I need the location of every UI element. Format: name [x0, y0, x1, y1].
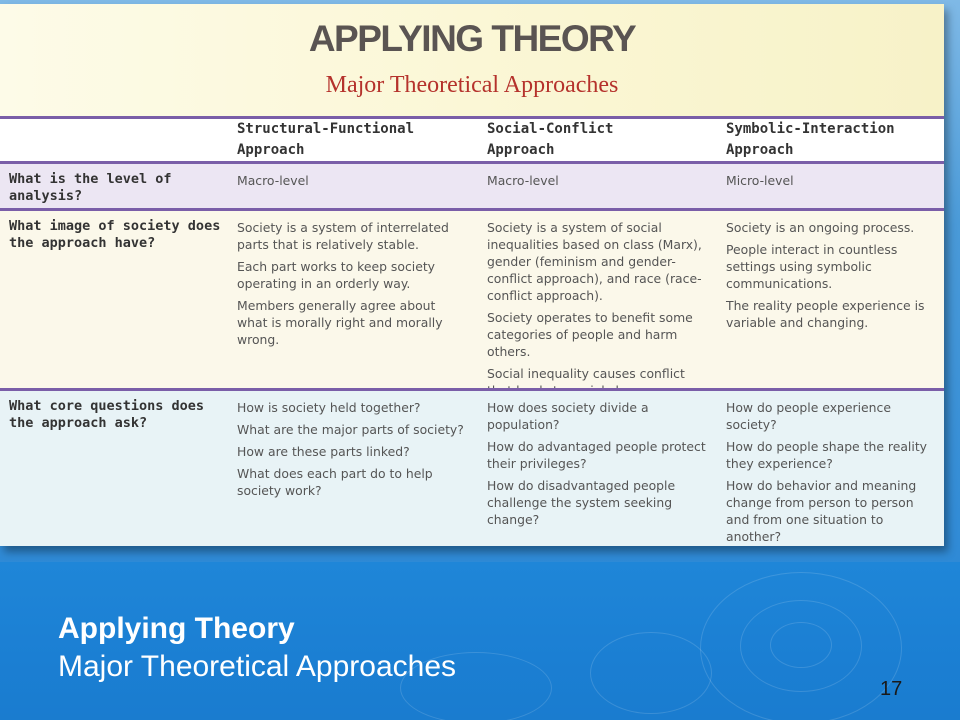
- water-ripple-decoration: [590, 632, 712, 714]
- slide-caption-title: Applying Theory: [58, 612, 295, 645]
- cell-level-social-conflict: Macro-level: [487, 173, 559, 188]
- cell-image-structural-functional: Society is a system of interrelated parts that is relatively stable. Each part works to keep society operating in an orderly way. Members generally agree about what is morally right and morally wrong.: [237, 220, 449, 347]
- document-subtitle: Major Theoretical Approaches: [325, 72, 619, 98]
- row-header-image-of-society: What image of society does the approach have?: [9, 218, 221, 251]
- slide-page-number: 17: [880, 678, 903, 700]
- document-title: APPLYING THEORY: [308, 18, 636, 59]
- cell-image-social-conflict: Society is a system of social inequalities based on class (Marx), gender (feminism and gender-conflict approach), and race (race-conflict approach). Society operates to benefit some categories of people and harm others. Social inequality causes conflict: [487, 220, 702, 381]
- row-header-core-questions: What core questions does the approach ask?: [9, 398, 205, 431]
- document-header: [0, 4, 944, 116]
- theory-table-document: [0, 4, 944, 546]
- cell-level-symbolic-interaction: Micro-level: [726, 173, 794, 188]
- cell-questions-social-conflict: How does society divide a population? How do advantaged people protect their privileges? How do disadvantaged people challenge the system seeking change?: [487, 400, 706, 527]
- column-header-symbolic-interaction: Symbolic-Interaction Approach: [726, 121, 895, 158]
- column-header-social-conflict: Social-Conflict Approach: [487, 121, 614, 158]
- water-ripple-decoration: [770, 622, 832, 668]
- cell-questions-structural-functional: How is society held together? What are the major parts of society? How are these parts linked? What does each part do to help society work?: [237, 400, 464, 498]
- cell-image-symbolic-interaction: Society is an ongoing process. People interact in countless settings using symbolic communications. The reality people experience is variable and changing.: [726, 220, 925, 330]
- cell-questions-symbolic-interaction: How do people experience society? How do people shape the reality they experience? How do behavior and meaning change from person to person and from one situation to another?: [726, 400, 928, 544]
- cell-level-structural-functional: Macro-level: [237, 173, 309, 188]
- row-header-level-of-analysis: What is the level of analysis?: [9, 171, 172, 204]
- column-header-structural-functional: Structural-Functional Approach: [237, 121, 415, 158]
- slide-caption-subtitle: Major Theoretical Approaches: [58, 650, 456, 683]
